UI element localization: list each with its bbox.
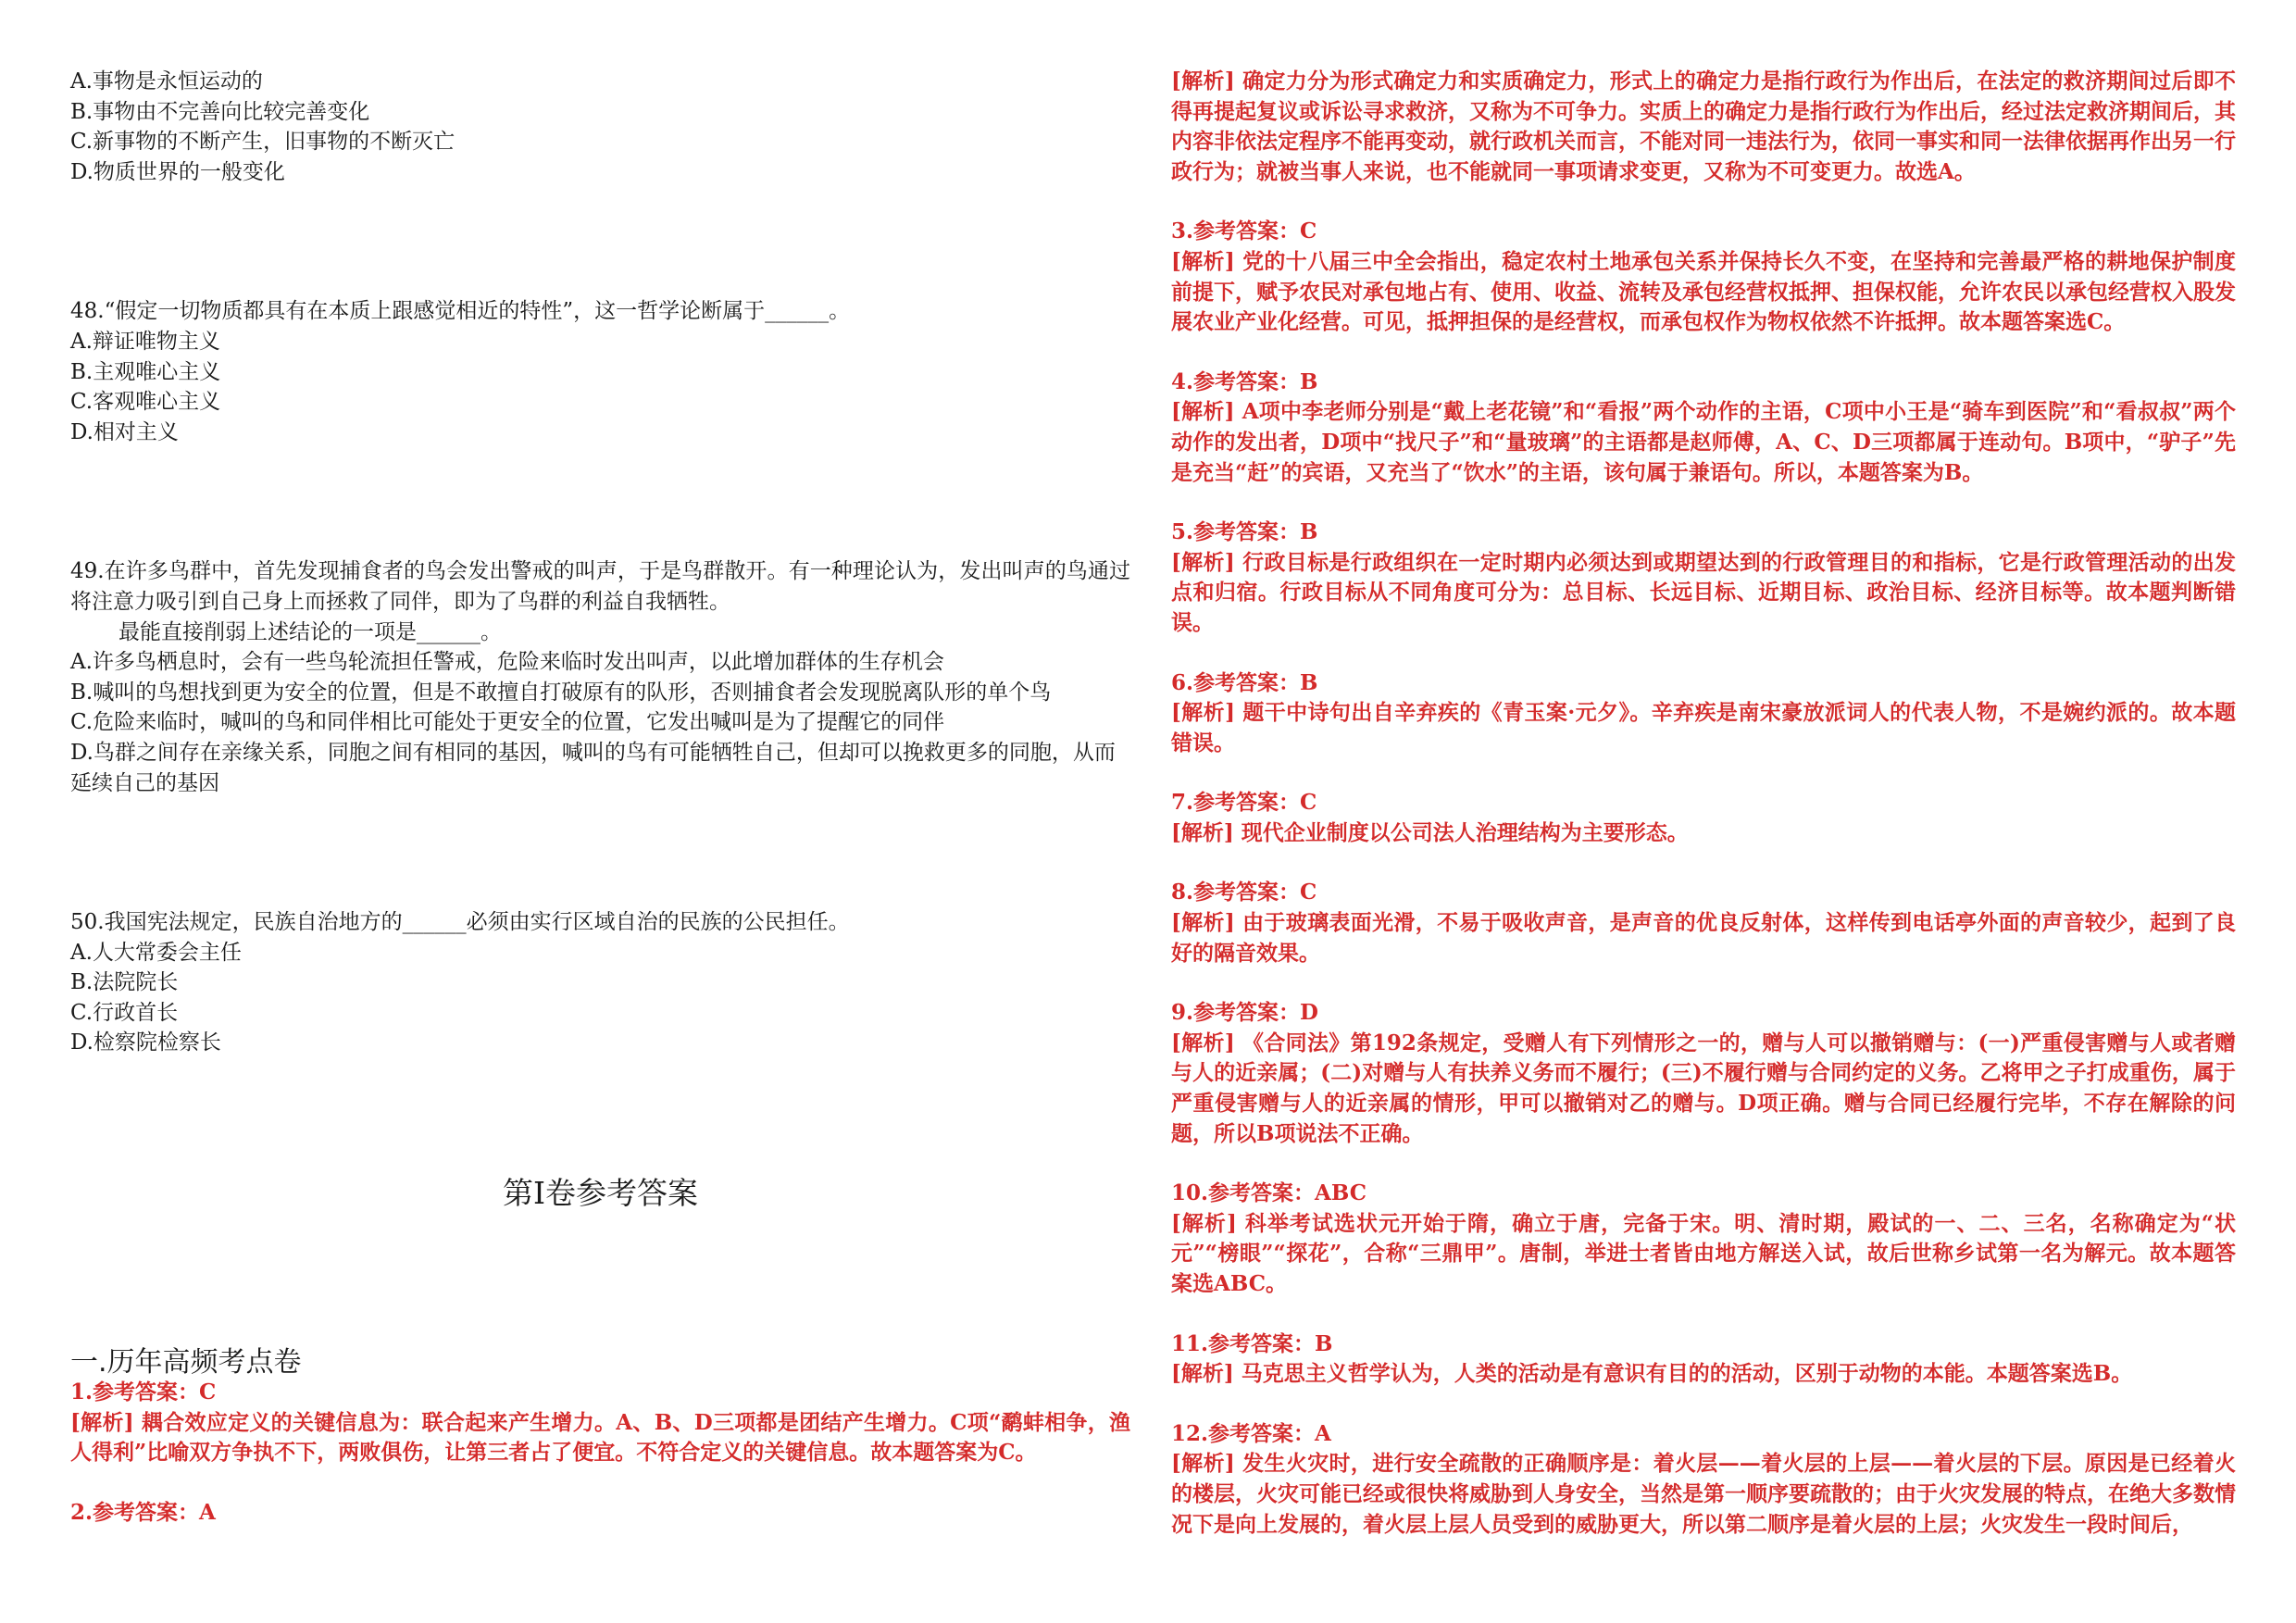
answer-9 [1171,998,2236,1149]
answer-5 [1171,518,2236,638]
question-stem-2: 最能直接削弱上述结论的一项是______。 [119,619,502,644]
section-subtitle: 一.历年高频考点卷 [70,1345,302,1379]
answer-title: 2.参考答案：A [70,1500,216,1526]
answer-explanation: [解析] 行政目标是行政组织在一定时期内必须达到或期望达到的行政管理目的和指标，它是行政管理活动的出发点和归宿。行政目标从不同角度可分为：总目标、长远目标、近期目标、政治目标、经济目标等。故本题判断错误。 [1171,549,2236,635]
question-stem: 48.“假定一切物质都具有在本质上跟感觉相近的特性”，这一哲学论断属于______。 [70,299,851,324]
option: D.相对主义 [70,419,179,444]
answer-explanation: [解析] 确定力分为形式确定力和实质确定力，形式上的确定力是指行政行为作出后，在法定的救济期间过后即不得再提起复议或诉讼寻求救济，又称为不可争力。实质上的确定力是指行政行为作出后，经过法定救济期间后，其内容非依法定程序不能再变动，就行政机关而言，不能对同一违法行为，依同一事实和同一法律依据再作出另一行政行为；就被当事人来说，也不能就同一事项请求变更，又称为不可变更力。故选A。 [1171,69,2236,184]
answer-1 [70,1378,1130,1468]
answer-explanation: [解析] 《合同法》第192条规定，受赠人有下列情形之一的，赠与人可以撤销赠与：(一)严重侵害赠与人或者赠与人的近亲属；(二)对赠与人有扶养义务而不履行；(三)不履行赠与合同约定的义务。乙将甲之子打成重伤，属于严重侵害赠与人的近亲属的情形，甲可以撤销对乙的赠与。D项正确。赠与合同已经履行完毕，不存在解除的问题，所以B项说法不正确。 [1171,1030,2236,1146]
answer-12 [1171,1419,2236,1540]
option: C.新事物的不断产生，旧事物的不断灭亡 [70,130,455,155]
option: D.检察院检察长 [70,1030,221,1055]
answer-title: 5.参考答案：B [1171,519,1318,545]
option: D.物质世界的一般变化 [70,159,285,184]
option: B.法院院长 [70,970,179,995]
question-stem: 49.在许多鸟群中，首先发现捕食者的鸟会发出警戒的叫声，于是鸟群散开。有一种理论认为，发出叫声的鸟通过将注意力吸引到自己身上而拯救了同伴，即为了鸟群的利益自我牺牲。 [70,559,1130,614]
answer-7 [1171,788,2236,848]
answer-title: 6.参考答案：B [1171,669,1318,695]
answer-explanation: [解析] 发生火灾时，进行安全疏散的正确顺序是：着火层——着火层的上层——着火层的下层。原因是已经着火的楼层，火灾可能已经或很快将威胁到人身安全，当然是第一顺序要疏散的；由于火灾发展的特点，在绝大多数情况下是向上发展的，着火层上层人员受到的威胁更大，所以第二顺序是着火层的上层；火灾发生一段时间后， [1171,1451,2236,1537]
option: A.辩证唯物主义 [70,329,220,354]
answer-11 [1171,1330,2236,1390]
answer-explanation: [解析] A项中李老师分别是“戴上老花镜”和“看报”两个动作的主语，C项中小王是“骑车到医院”和“看叔叔”两个动作的发出者，D项中“找尺子”和“量玻璃”的主语都是赵师傅，A、C、D三项都属于连动句。B项中，“驴子”先是充当“赶”的宾语，又充当了“饮水”的主语，该句属于兼语句。所以，本题答案为B。 [1171,399,2236,485]
answer-2 [70,1498,1130,1529]
answer-explanation: [解析] 由于玻璃表面光滑，不易于吸收声音，是声音的优良反射体，这样传到电话亭外面的声音较少，起到了良好的隔音效果。 [1171,910,2236,966]
answer-2-explanation [1171,67,2236,187]
answer-6 [1171,668,2236,759]
option: B.事物由不完善向比较完善变化 [70,99,370,124]
answer-4 [1171,368,2236,488]
answer-explanation: [解析] 马克思主义哲学认为，人类的活动是有意识有目的的活动，区别于动物的本能。本题答案选B。 [1171,1361,2133,1387]
option: A.人大常委会主任 [70,940,242,965]
left-column [70,67,1130,1529]
answer-3 [1171,217,2236,337]
answer-10 [1171,1179,2236,1299]
question-49 [70,556,1130,798]
answer-explanation: [解析] 科举考试选状元开始于隋，确立于唐，完备于宋。明、清时期，殿试的一、二、三名，名称确定为“状元”“榜眼”“探花”，合称“三鼎甲”。唐制，举进士者皆由地方解送入试，故后世称乡试第一名为解元。故本题答案选ABC。 [1171,1210,2236,1296]
question-48 [70,296,1130,447]
question-47-options [70,67,1130,187]
answer-title: 3.参考答案：C [1171,218,1317,244]
answer-8 [1171,878,2236,968]
answer-title: 9.参考答案：D [1171,1000,1318,1026]
option: B.喊叫的鸟想找到更为安全的位置，但是不敢擅自打破原有的队形，否则捕食者会发现脱离队形的单个鸟 [70,680,1052,705]
section-title: 第Ⅰ卷参考答案 [502,1175,699,1212]
answer-title: 11.参考答案：B [1171,1330,1333,1356]
answer-explanation: [解析] 题干中诗句出自辛弃疾的《青玉案·元夕》。辛弃疾是南宋豪放派词人的代表人物，不是婉约派的。故本题错误。 [1171,700,2236,755]
right-column [1171,67,2236,1540]
option: C.行政首长 [70,1000,179,1025]
option: D.鸟群之间存在亲缘关系，同胞之间有相同的基因，喊叫的鸟有可能牺牲自己，但却可以挽救更多的同胞，从而延续自己的基因 [70,740,1116,795]
answer-title: 7.参考答案：C [1171,790,1317,816]
option: B.主观唯心主义 [70,359,221,384]
option: A.事物是永恒运动的 [70,69,263,94]
answer-explanation: [解析] 党的十八届三中全会指出，稳定农村土地承包关系并保持长久不变，在坚持和完善最严格的耕地保护制度前提下，赋予农民对承包地占有、使用、收益、流转及承包经营权抵押、担保权能，允许农民以承包经营权入股发展农业产业化经营。可见，抵押担保的是经营权，而承包权作为物权依然不许抵押。故本题答案选C。 [1171,248,2236,335]
answer-title: 8.参考答案：C [1171,880,1317,905]
option: A.许多鸟栖息时，会有一些鸟轮流担任警戒，危险来临时发出叫声，以此增加群体的生存机会 [70,650,944,675]
option: C.客观唯心主义 [70,390,221,415]
answer-explanation: [解析] 现代企业制度以公司法人治理结构为主要形态。 [1171,819,1689,845]
answer-explanation: [解析] 耦合效应定义的关键信息为：联合起来产生增力。A、B、D三项都是团结产生增力。C项“鹬蚌相争，渔人得利”比喻双方争执不下，两败俱伤，让第三者占了便宜。不符合定义的关键信息。故本题答案为C。 [70,1409,1130,1466]
answer-title: 10.参考答案：ABC [1171,1180,1367,1206]
question-stem: 50.我国宪法规定，民族自治地方的______必须由实行区域自治的民族的公民担任。 [70,910,850,935]
answer-title: 12.参考答案：A [1171,1420,1331,1446]
answer-title: 4.参考答案：B [1171,368,1318,394]
option: C.危险来临时，喊叫的鸟和同伴相比可能处于更安全的位置，它发出喊叫是为了提醒它的同伴 [70,710,945,735]
answer-title: 1.参考答案：C [70,1380,217,1405]
question-50 [70,907,1130,1058]
